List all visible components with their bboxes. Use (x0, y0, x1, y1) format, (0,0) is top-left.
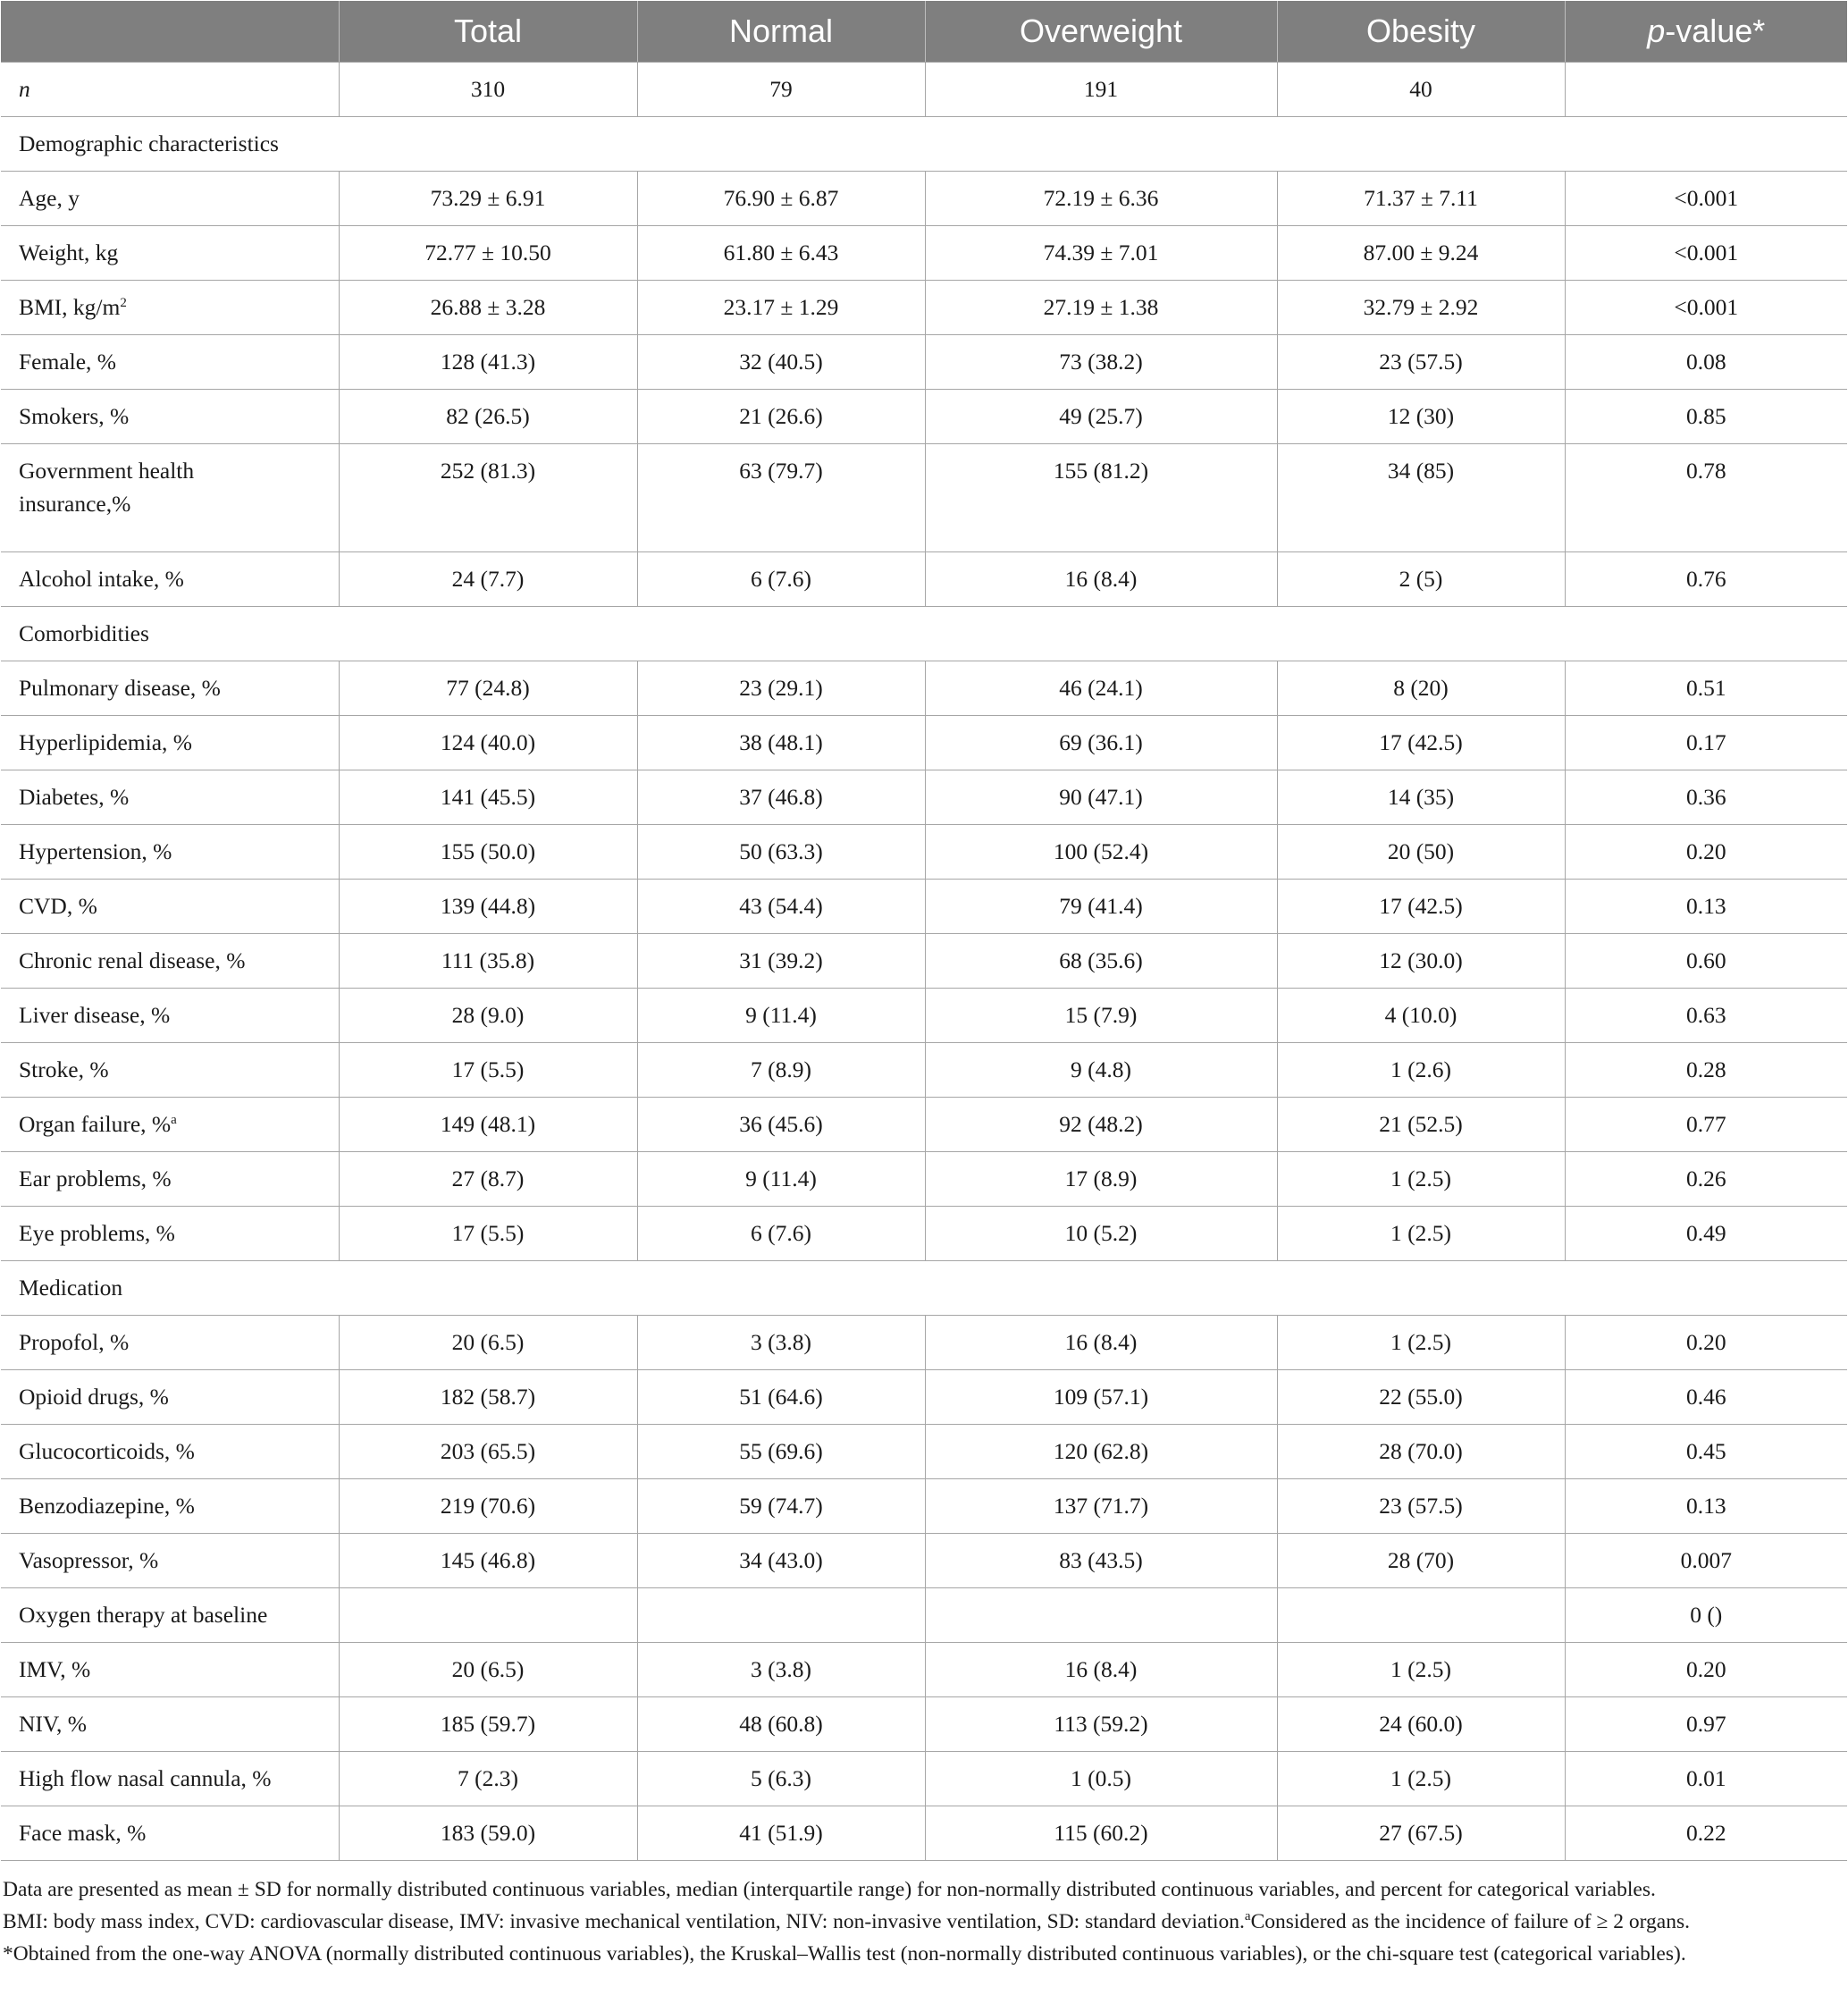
table-row (1, 1152, 1847, 1207)
cell-obesity (1277, 1588, 1565, 1643)
cell-normal: 48 (60.8) (637, 1697, 925, 1752)
cell-overweight: 15 (7.9) (925, 989, 1277, 1043)
cell-pvalue: 0.26 (1565, 1152, 1847, 1207)
cell-normal: 32 (40.5) (637, 335, 925, 390)
table-row (1, 1534, 1847, 1588)
table-row (1, 335, 1847, 390)
footnote-data-presentation: Data are presented as mean ± SD for normally distributed continuous variables, median (interquartile range) for non-normally distributed continuous variables, and percent for categorical variables. (3, 1878, 1656, 1901)
row-label: Hypertension, % (1, 825, 339, 880)
header-pvalue-rest: -value* (1665, 13, 1766, 49)
row-label: Diabetes, % (1, 770, 339, 825)
table-row (1, 552, 1847, 607)
cell-pvalue: 0.51 (1565, 661, 1847, 716)
cell-overweight: 113 (59.2) (925, 1697, 1277, 1752)
row-label (1, 444, 339, 552)
cell-total: 17 (5.5) (339, 1207, 637, 1261)
cell-obesity: 87.00 ± 9.24 (1277, 226, 1565, 281)
cell-normal: 41 (51.9) (637, 1806, 925, 1861)
header-overweight: Overweight (925, 1, 1277, 63)
cell-obesity: 71.37 ± 7.11 (1277, 172, 1565, 226)
header-obesity: Obesity (1277, 1, 1565, 63)
section-heading: Medication (1, 1261, 1847, 1316)
cell-pvalue: 0.13 (1565, 880, 1847, 934)
section-row (1, 1261, 1847, 1316)
row-label: Glucocorticoids, % (1, 1425, 339, 1479)
cell-overweight: 27.19 ± 1.38 (925, 281, 1277, 335)
cell-normal: 55 (69.6) (637, 1425, 925, 1479)
cell-pvalue: 0.85 (1565, 390, 1847, 444)
row-label: Vasopressor, % (1, 1534, 339, 1588)
cell-obesity: 28 (70.0) (1277, 1425, 1565, 1479)
header-total: Total (339, 1, 637, 63)
table-row (1, 770, 1847, 825)
cell-normal: 38 (48.1) (637, 716, 925, 770)
cell-normal: 63 (79.7) (637, 444, 925, 552)
cell-pvalue: 0 () (1565, 1588, 1847, 1643)
cell-normal: 76.90 ± 6.87 (637, 172, 925, 226)
cell-total: 185 (59.7) (339, 1697, 637, 1752)
cell-total: 73.29 ± 6.91 (339, 172, 637, 226)
cell-obesity: 17 (42.5) (1277, 880, 1565, 934)
table-body (1, 63, 1847, 1861)
cell-total: 28 (9.0) (339, 989, 637, 1043)
cell-overweight: 1 (0.5) (925, 1752, 1277, 1806)
cell-overweight: 73 (38.2) (925, 335, 1277, 390)
table-row (1, 1207, 1847, 1261)
cell-obesity: 24 (60.0) (1277, 1697, 1565, 1752)
table-row (1, 281, 1847, 335)
cell-overweight: 9 (4.8) (925, 1043, 1277, 1098)
table-row (1, 716, 1847, 770)
cell-obesity: 27 (67.5) (1277, 1806, 1565, 1861)
cell-total: 310 (339, 63, 637, 117)
row-label: Ear problems, % (1, 1152, 339, 1207)
superscript: a (1244, 1909, 1251, 1924)
cell-normal: 79 (637, 63, 925, 117)
cell-total: 111 (35.8) (339, 934, 637, 989)
cell-total (339, 1588, 637, 1643)
baseline-characteristics-table (1, 1, 1847, 1861)
table-row (1, 880, 1847, 934)
row-label: Face mask, % (1, 1806, 339, 1861)
table-row (1, 226, 1847, 281)
row-label: Oxygen therapy at baseline (1, 1588, 339, 1643)
cell-overweight: 109 (57.1) (925, 1370, 1277, 1425)
row-label: Age, y (1, 172, 339, 226)
cell-normal: 6 (7.6) (637, 552, 925, 607)
cell-obesity: 2 (5) (1277, 552, 1565, 607)
cell-pvalue: 0.20 (1565, 1316, 1847, 1370)
section-row (1, 607, 1847, 661)
table-row (1, 1098, 1847, 1152)
cell-normal: 7 (8.9) (637, 1043, 925, 1098)
footnote-statistical-tests: *Obtained from the one-way ANOVA (normally distributed continuous variables), the Kruskal–Wallis test (non-normally distributed continuous variables), or the chi-square test (categorical variables). (3, 1942, 1686, 1966)
superscript: 2 (120, 295, 127, 310)
table-row (1, 172, 1847, 226)
cell-obesity: 40 (1277, 63, 1565, 117)
table-row (1, 661, 1847, 716)
cell-overweight: 74.39 ± 7.01 (925, 226, 1277, 281)
superscript: a (171, 1112, 177, 1127)
footnote-abbreviations (3, 1906, 1830, 1938)
cell-normal: 37 (46.8) (637, 770, 925, 825)
cell-normal: 59 (74.7) (637, 1479, 925, 1534)
cell-total: 149 (48.1) (339, 1098, 637, 1152)
cell-normal: 21 (26.6) (637, 390, 925, 444)
cell-total: 145 (46.8) (339, 1534, 637, 1588)
cell-obesity: 34 (85) (1277, 444, 1565, 552)
cell-overweight: 90 (47.1) (925, 770, 1277, 825)
cell-pvalue: <0.001 (1565, 281, 1847, 335)
cell-pvalue: 0.49 (1565, 1207, 1847, 1261)
cell-obesity: 23 (57.5) (1277, 335, 1565, 390)
header-pvalue (1565, 1, 1847, 63)
row-label: Weight, kg (1, 226, 339, 281)
footnote-abbreviations-text: BMI: body mass index, CVD: cardiovascular disease, IMV: invasive mechanical ventilation, NIV: non-invasive ventilation, SD: standard deviation. (3, 1910, 1245, 1933)
cell-obesity: 20 (50) (1277, 825, 1565, 880)
cell-pvalue: 0.76 (1565, 552, 1847, 607)
cell-overweight: 92 (48.2) (925, 1098, 1277, 1152)
cell-total: 203 (65.5) (339, 1425, 637, 1479)
table-row (1, 1752, 1847, 1806)
cell-total: 182 (58.7) (339, 1370, 637, 1425)
cell-obesity: 12 (30) (1277, 390, 1565, 444)
row-label: Hyperlipidemia, % (1, 716, 339, 770)
cell-overweight: 10 (5.2) (925, 1207, 1277, 1261)
cell-normal: 6 (7.6) (637, 1207, 925, 1261)
cell-obesity: 8 (20) (1277, 661, 1565, 716)
table-row (1, 1643, 1847, 1697)
section-heading: Demographic characteristics (1, 117, 1847, 172)
cell-pvalue: 0.77 (1565, 1098, 1847, 1152)
cell-obesity: 1 (2.5) (1277, 1752, 1565, 1806)
table-row (1, 444, 1847, 552)
header-pvalue-p: p (1647, 13, 1666, 49)
cell-obesity: 23 (57.5) (1277, 1479, 1565, 1534)
cell-overweight: 191 (925, 63, 1277, 117)
cell-overweight: 137 (71.7) (925, 1479, 1277, 1534)
cell-total: 124 (40.0) (339, 716, 637, 770)
row-label (1, 1098, 339, 1152)
row-label: Chronic renal disease, % (1, 934, 339, 989)
row-label: Pulmonary disease, % (1, 661, 339, 716)
table-row (1, 1479, 1847, 1534)
header-normal: Normal (637, 1, 925, 63)
cell-obesity: 1 (2.5) (1277, 1152, 1565, 1207)
cell-total: 183 (59.0) (339, 1806, 637, 1861)
cell-overweight: 155 (81.2) (925, 444, 1277, 552)
cell-overweight: 83 (43.5) (925, 1534, 1277, 1588)
footnote-organ-failure: Considered as the incidence of failure of ≥ 2 organs. (1250, 1910, 1691, 1933)
row-label: Eye problems, % (1, 1207, 339, 1261)
row-label: Propofol, % (1, 1316, 339, 1370)
table-row (1, 1316, 1847, 1370)
cell-obesity: 1 (2.5) (1277, 1207, 1565, 1261)
section-heading: Comorbidities (1, 607, 1847, 661)
cell-normal: 3 (3.8) (637, 1316, 925, 1370)
cell-obesity: 22 (55.0) (1277, 1370, 1565, 1425)
cell-obesity: 21 (52.5) (1277, 1098, 1565, 1152)
cell-obesity: 1 (2.6) (1277, 1043, 1565, 1098)
cell-pvalue: <0.001 (1565, 172, 1847, 226)
cell-overweight: 115 (60.2) (925, 1806, 1277, 1861)
cell-overweight: 68 (35.6) (925, 934, 1277, 989)
header-row-label (1, 1, 339, 63)
cell-overweight: 100 (52.4) (925, 825, 1277, 880)
cell-normal: 34 (43.0) (637, 1534, 925, 1588)
row-label: n (1, 63, 339, 117)
cell-total: 77 (24.8) (339, 661, 637, 716)
table-footnotes (0, 1873, 1848, 1970)
cell-overweight: 69 (36.1) (925, 716, 1277, 770)
row-label: Alcohol intake, % (1, 552, 339, 607)
row-label: Female, % (1, 335, 339, 390)
cell-normal: 43 (54.4) (637, 880, 925, 934)
table-header (1, 1, 1847, 63)
cell-normal: 51 (64.6) (637, 1370, 925, 1425)
row-label: Smokers, % (1, 390, 339, 444)
cell-normal: 5 (6.3) (637, 1752, 925, 1806)
cell-obesity: 14 (35) (1277, 770, 1565, 825)
cell-pvalue: 0.22 (1565, 1806, 1847, 1861)
cell-pvalue: 0.007 (1565, 1534, 1847, 1588)
cell-total: 20 (6.5) (339, 1316, 637, 1370)
row-label: NIV, % (1, 1697, 339, 1752)
cell-obesity: 28 (70) (1277, 1534, 1565, 1588)
row-label: IMV, % (1, 1643, 339, 1697)
table-row (1, 1425, 1847, 1479)
cell-normal: 23.17 ± 1.29 (637, 281, 925, 335)
cell-overweight (925, 1588, 1277, 1643)
cell-normal: 3 (3.8) (637, 1643, 925, 1697)
cell-pvalue: 0.97 (1565, 1697, 1847, 1752)
cell-normal: 9 (11.4) (637, 989, 925, 1043)
cell-overweight: 79 (41.4) (925, 880, 1277, 934)
cell-overweight: 49 (25.7) (925, 390, 1277, 444)
cell-pvalue (1565, 63, 1847, 117)
cell-total: 24 (7.7) (339, 552, 637, 607)
cell-pvalue: 0.45 (1565, 1425, 1847, 1479)
cell-obesity: 32.79 ± 2.92 (1277, 281, 1565, 335)
cell-overweight: 16 (8.4) (925, 1316, 1277, 1370)
cell-pvalue: 0.01 (1565, 1752, 1847, 1806)
section-row (1, 117, 1847, 172)
cell-total: 82 (26.5) (339, 390, 637, 444)
cell-total: 72.77 ± 10.50 (339, 226, 637, 281)
cell-pvalue: 0.36 (1565, 770, 1847, 825)
cell-total: 17 (5.5) (339, 1043, 637, 1098)
cell-pvalue: <0.001 (1565, 226, 1847, 281)
cell-normal (637, 1588, 925, 1643)
row-label: CVD, % (1, 880, 339, 934)
cell-normal: 31 (39.2) (637, 934, 925, 989)
cell-pvalue: 0.78 (1565, 444, 1847, 552)
cell-normal: 50 (63.3) (637, 825, 925, 880)
cell-total: 219 (70.6) (339, 1479, 637, 1534)
cell-pvalue: 0.28 (1565, 1043, 1847, 1098)
row-label: Stroke, % (1, 1043, 339, 1098)
row-label: Opioid drugs, % (1, 1370, 339, 1425)
row-label-text: BMI, kg/m (19, 293, 121, 320)
cell-total: 26.88 ± 3.28 (339, 281, 637, 335)
table-row (1, 390, 1847, 444)
cell-normal: 9 (11.4) (637, 1152, 925, 1207)
cell-total: 155 (50.0) (339, 825, 637, 880)
table-row (1, 1370, 1847, 1425)
row-label: Benzodiazepine, % (1, 1479, 339, 1534)
table-row (1, 1588, 1847, 1643)
cell-pvalue: 0.20 (1565, 825, 1847, 880)
cell-total: 128 (41.3) (339, 335, 637, 390)
cell-pvalue: 0.20 (1565, 1643, 1847, 1697)
cell-total: 20 (6.5) (339, 1643, 637, 1697)
cell-normal: 61.80 ± 6.43 (637, 226, 925, 281)
table-row (1, 1806, 1847, 1861)
row-label-text: Organ failure, % (19, 1110, 172, 1137)
cell-obesity: 1 (2.5) (1277, 1316, 1565, 1370)
cell-pvalue: 0.13 (1565, 1479, 1847, 1534)
cell-overweight: 120 (62.8) (925, 1425, 1277, 1479)
cell-overweight: 72.19 ± 6.36 (925, 172, 1277, 226)
cell-overweight: 16 (8.4) (925, 1643, 1277, 1697)
row-label: High flow nasal cannula, % (1, 1752, 339, 1806)
cell-total: 139 (44.8) (339, 880, 637, 934)
cell-overweight: 17 (8.9) (925, 1152, 1277, 1207)
cell-normal: 23 (29.1) (637, 661, 925, 716)
row-label-line1: Government health (19, 458, 195, 484)
row-label: Liver disease, % (1, 989, 339, 1043)
cell-obesity: 17 (42.5) (1277, 716, 1565, 770)
cell-total: 27 (8.7) (339, 1152, 637, 1207)
cell-overweight: 16 (8.4) (925, 552, 1277, 607)
cell-pvalue: 0.08 (1565, 335, 1847, 390)
cell-normal: 36 (45.6) (637, 1098, 925, 1152)
cell-pvalue: 0.60 (1565, 934, 1847, 989)
cell-pvalue: 0.17 (1565, 716, 1847, 770)
table-row (1, 63, 1847, 117)
cell-overweight: 46 (24.1) (925, 661, 1277, 716)
cell-total: 252 (81.3) (339, 444, 637, 552)
table-row (1, 1697, 1847, 1752)
cell-obesity: 1 (2.5) (1277, 1643, 1565, 1697)
table-row (1, 1043, 1847, 1098)
cell-pvalue: 0.63 (1565, 989, 1847, 1043)
cell-pvalue: 0.46 (1565, 1370, 1847, 1425)
table-row (1, 934, 1847, 989)
table-row (1, 989, 1847, 1043)
row-label-line2: insurance,% (19, 490, 131, 517)
cell-obesity: 4 (10.0) (1277, 989, 1565, 1043)
cell-obesity: 12 (30.0) (1277, 934, 1565, 989)
cell-total: 7 (2.3) (339, 1752, 637, 1806)
table-row (1, 825, 1847, 880)
row-label (1, 281, 339, 335)
cell-total: 141 (45.5) (339, 770, 637, 825)
